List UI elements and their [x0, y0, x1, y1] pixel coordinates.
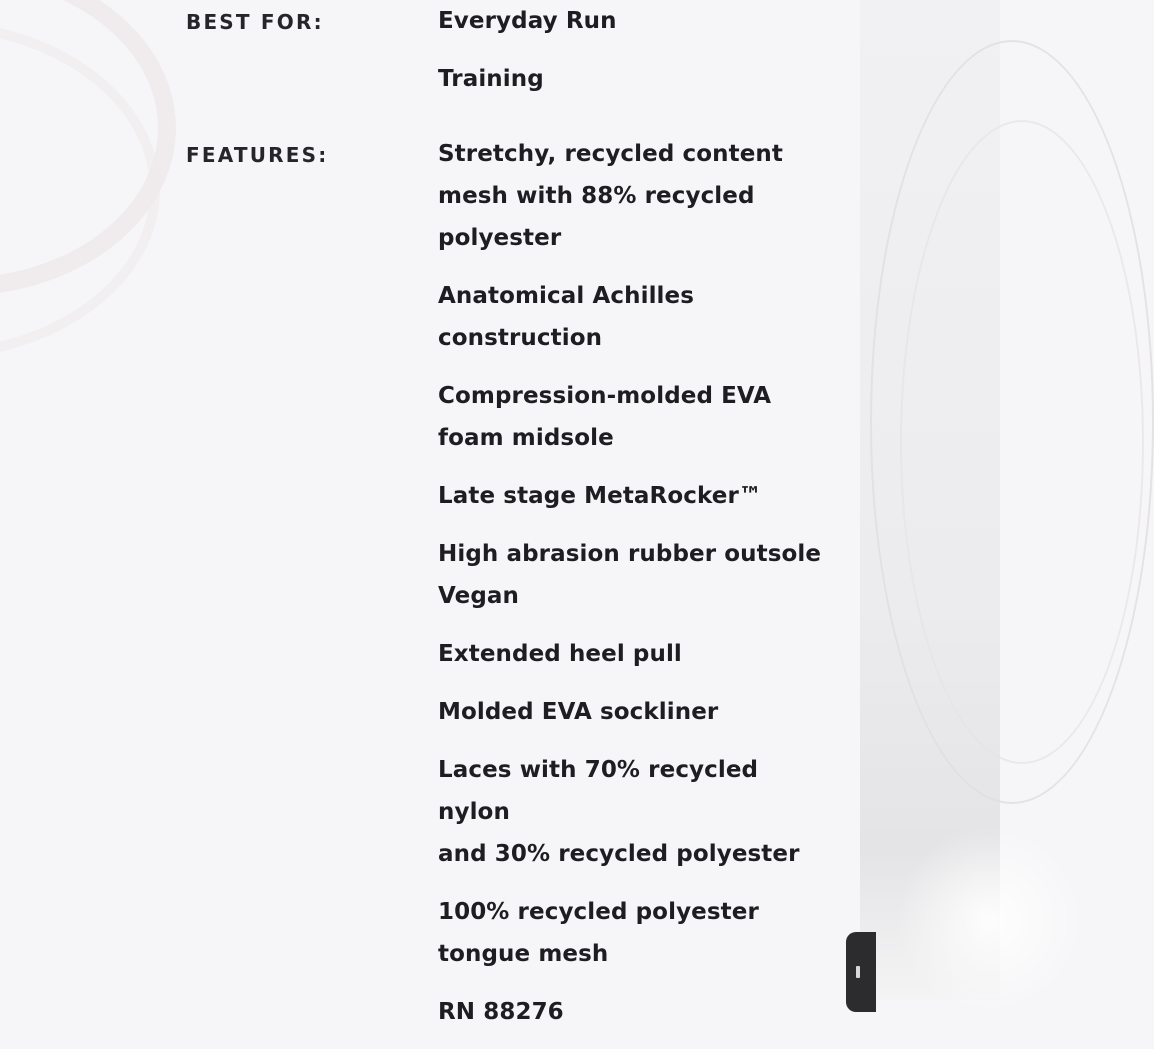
- best-for-list: [438, 0, 838, 116]
- side-panel-glow: [900, 820, 1080, 1020]
- features-list: [438, 133, 838, 1049]
- features-label: FEATURES:: [186, 143, 329, 167]
- feature-item: Vegan: [438, 583, 519, 609]
- feature-item: Late stage MetaRocker™: [438, 483, 763, 509]
- feature-item: High abrasion rubber outsole: [438, 541, 822, 567]
- feature-item: 100% recycled polyester tongue mesh: [438, 899, 759, 967]
- side-drawer-tab[interactable]: [846, 932, 876, 1012]
- feature-item: Extended heel pull: [438, 641, 682, 667]
- feature-item: Stretchy, recycled content mesh with 88% recycled polyester: [438, 141, 783, 251]
- best-for-label: BEST FOR:: [186, 10, 324, 34]
- feature-item: Laces with 70% recycled nylon and 30% recycled polyester: [438, 757, 800, 867]
- feature-item: Anatomical Achilles construction: [438, 283, 695, 351]
- best-for-item: Everyday Run: [438, 8, 617, 34]
- best-for-item: Training: [438, 66, 544, 92]
- feature-item: Molded EVA sockliner: [438, 699, 719, 725]
- side-panel-curve: [900, 120, 1144, 764]
- feature-item: RN 88276: [438, 999, 564, 1025]
- tab-handle-icon: [856, 966, 860, 978]
- feature-item: Compression-molded EVA foam midsole: [438, 383, 772, 451]
